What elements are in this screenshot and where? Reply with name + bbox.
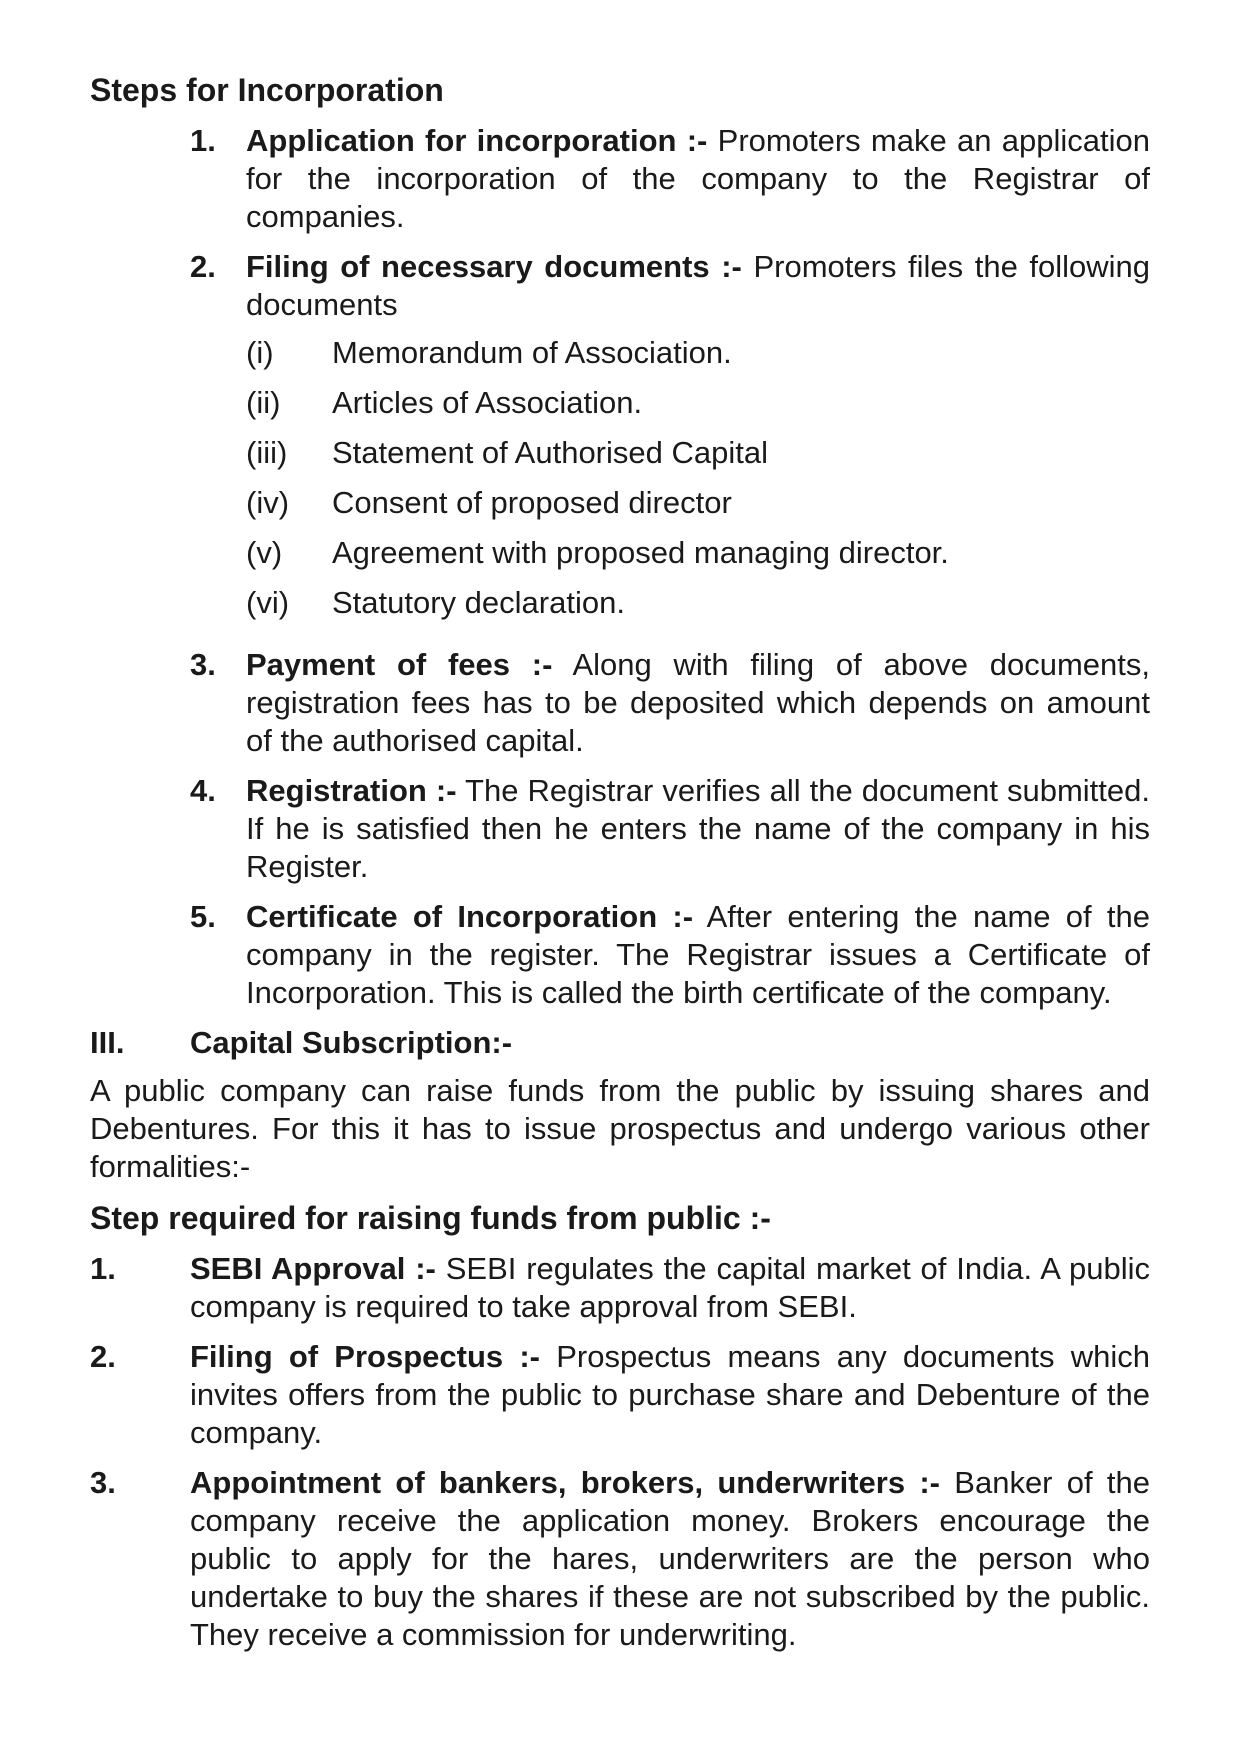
step-body: After entering the name of the company in the register. The Registrar issues a Certificate of Incorporation. This is called the birth certificate of the company. [246, 899, 1150, 1010]
section-number: III. [90, 1025, 125, 1060]
step-number: 3. [190, 647, 216, 682]
doc-text: Statement of Authorised Capital [332, 435, 768, 470]
doc-number: (i) [246, 335, 274, 370]
doc-number: (iv) [246, 485, 290, 520]
step-number: 1. [190, 123, 216, 158]
list-item [90, 1338, 1150, 1452]
step-number: 2. [190, 249, 216, 284]
step-text [246, 248, 1150, 634]
public-funds-steps-list [90, 1250, 1150, 1654]
step-body: Prospectus means any documents which invites offers from the public to purchase share and Debenture of the company. [190, 1339, 1151, 1450]
section-title: Capital Subscription:- [190, 1025, 513, 1060]
step-title: Payment of fees :- [246, 647, 553, 682]
section-heading [90, 1024, 1150, 1062]
list-item [246, 484, 1150, 522]
list-item [246, 434, 1150, 472]
step-text [190, 1464, 1150, 1654]
doc-text: Articles of Association. [332, 385, 643, 420]
documents-list [246, 334, 1150, 622]
section-paragraph: A public company can raise funds from the public by issuing shares and Debentures. For this it has to issue prospectus and undergo various other formalities:- [90, 1073, 1150, 1184]
subheading: Step required for raising funds from public :- [90, 1200, 771, 1236]
doc-number: (iii) [246, 435, 288, 470]
list-item [190, 122, 1150, 236]
list-item [246, 534, 1150, 572]
step-number: 3. [90, 1465, 116, 1500]
step-body: Along with filing of above documents, registration fees has to be deposited which depends on amount of the authorised capital. [246, 647, 1150, 758]
step-title: Filing of necessary documents :- [246, 249, 742, 284]
page-heading: Steps for Incorporation [90, 72, 444, 108]
step-text [246, 772, 1150, 886]
step-body: SEBI regulates the capital market of India. A public company is required to take approval from SEBI. [190, 1251, 1150, 1324]
list-item [90, 1464, 1150, 1654]
doc-number: (ii) [246, 385, 281, 420]
step-number: 5. [190, 899, 216, 934]
step-text [190, 1338, 1150, 1452]
step-title: Certificate of Incorporation :- [246, 899, 694, 934]
step-number: 1. [90, 1251, 116, 1286]
step-title: Registration :- [246, 773, 457, 808]
list-item [190, 772, 1150, 886]
step-number: 2. [90, 1339, 116, 1374]
step-text [190, 1250, 1150, 1326]
doc-text: Memorandum of Association. [332, 335, 732, 370]
step-title: Filing of Prospectus :- [190, 1339, 540, 1374]
list-item [190, 248, 1150, 634]
doc-number: (v) [246, 535, 283, 570]
list-item [90, 1250, 1150, 1326]
step-title: Application for incorporation :- [246, 123, 708, 158]
list-item [246, 384, 1150, 422]
step-body: Promoters make an application for the incorporation of the company to the Registrar of companies. [246, 123, 1150, 234]
step-title: SEBI Approval :- [190, 1251, 436, 1286]
doc-number: (vi) [246, 585, 290, 620]
doc-text: Statutory declaration. [332, 585, 625, 620]
incorporation-steps-list [190, 122, 1150, 1012]
step-body: Promoters files the following documents [246, 249, 1151, 322]
step-text [246, 122, 1150, 236]
doc-text: Agreement with proposed managing director. [332, 535, 949, 570]
step-text [246, 646, 1150, 760]
step-number: 4. [190, 773, 216, 808]
list-item [246, 584, 1150, 622]
step-text [246, 898, 1150, 1012]
step-body: The Registrar verifies all the document submitted. If he is satisfied then he enters the name of the company in his Register. [246, 773, 1150, 884]
doc-text: Consent of proposed director [332, 485, 732, 520]
step-title: Appointment of bankers, brokers, underwriters :- [190, 1465, 941, 1500]
list-item [190, 646, 1150, 760]
list-item [190, 898, 1150, 1012]
list-item [246, 334, 1150, 372]
step-body: Banker of the company receive the application money. Brokers encourage the public to apply for the hares, underwriters are the person who undertake to buy the shares if these are not subscribed by the public. They receive a commission for underwriting. [190, 1465, 1150, 1652]
